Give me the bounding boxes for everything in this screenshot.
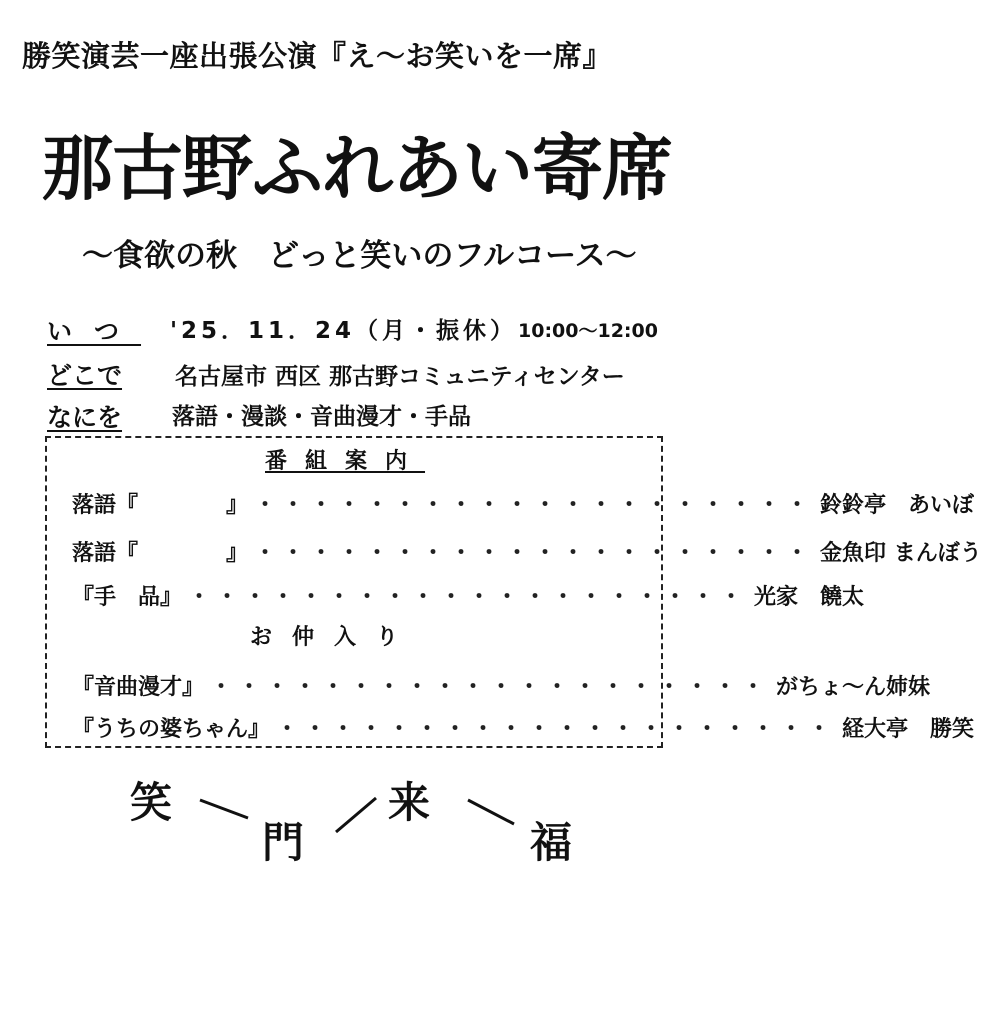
dash-line <box>336 798 376 832</box>
what-label: なにを <box>47 403 123 432</box>
act-performer: 金魚印 まんぼう <box>820 541 982 566</box>
act-performer: 光家 饒太 <box>754 585 865 610</box>
act-performer: がちょ～ん姉妹 <box>776 675 931 700</box>
dot-leader: ・・・・・・・・・・・・・・・・・・・・ <box>254 541 815 566</box>
where-value: 名古屋市 西区 那古野コミュニティセンター <box>175 364 625 390</box>
act-title: 『音曲漫才』 <box>72 675 205 700</box>
page-subtitle: ～食欲の秋 どっと笑いのフルコース～ <box>82 238 637 274</box>
act-performer: 鈴鈴亭 あいぼ <box>820 493 975 518</box>
time-value: 10:00～12:00 <box>518 320 658 342</box>
what-value: 落語・漫談・音曲漫才・手品 <box>172 404 471 430</box>
act-title: 落語『 』 <box>72 541 249 566</box>
dash-line <box>200 800 248 818</box>
dot-leader: ・・・・・・・・・・・・・・・・・・・・ <box>210 675 771 700</box>
where-label: どこで <box>47 361 123 390</box>
slogan-char: 福 <box>530 818 573 867</box>
slogan-char: 門 <box>262 818 305 867</box>
event-header: 勝笑演芸一座出張公演『え～お笑いを一席』 <box>22 39 613 73</box>
dot-leader: ・・・・・・・・・・・・・・・・・・・・ <box>254 493 815 518</box>
dot-leader: ・・・・・・・・・・・・・・・・・・・・ <box>188 585 749 610</box>
guest-section-title: お仲入り <box>250 625 419 650</box>
act-performer: 経大亭 勝笑 <box>842 717 975 742</box>
when-label: いつ <box>47 317 142 346</box>
act-title: 『手 品』 <box>72 585 183 610</box>
dash-line <box>468 800 514 824</box>
act-title: 『うちの婆ちゃん』 <box>72 717 271 742</box>
slogan-char: 笑 <box>130 778 173 827</box>
dot-leader: ・・・・・・・・・・・・・・・・・・・・ <box>276 717 837 742</box>
slogan-char: 来 <box>388 778 431 827</box>
program-title: 番組案内 <box>265 449 426 474</box>
page-title: 那古野ふれあい寄席 <box>42 127 673 210</box>
when-value: '25．11．24（月・振休） <box>170 318 518 344</box>
act-title: 落語『 』 <box>72 493 249 518</box>
